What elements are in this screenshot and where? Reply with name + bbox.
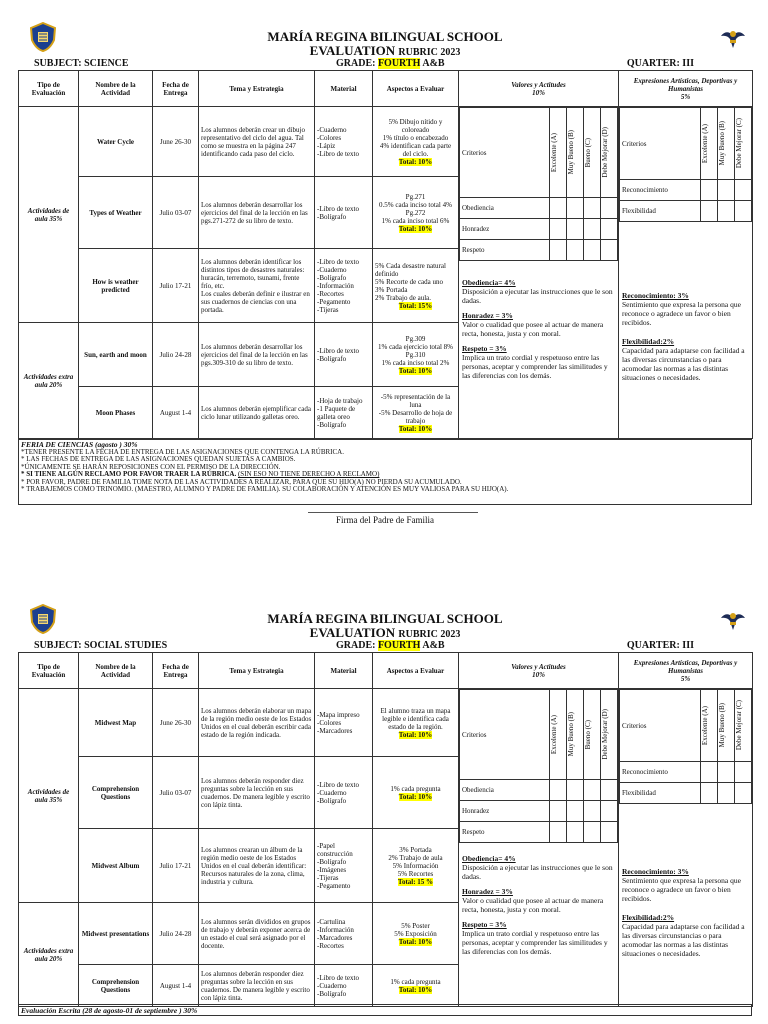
criteria-label: Criterios — [460, 108, 550, 198]
school-name: MARÍA REGINA BILINGUAL SCHOOL — [267, 611, 503, 626]
activity-name: How is weather predicted — [79, 249, 153, 323]
criteria-label: Criterios — [620, 108, 701, 180]
values-definitions: Obediencia= 4% Disposición a ejecutar las instrucciones que le son dadas. Honradez = 3% Valor o cualidad que posee al actuar de manera recta, honesta, justa y con moral. Respeto = 3% Implica un trato cordial y respetuoso entre las personas, aceptar y comprender las similitudes y las diferencias con los demás. — [462, 278, 613, 380]
grade-label: GRADE: FOURTH A&B — [336, 58, 445, 69]
total-badge: Total: 10% — [398, 424, 433, 433]
rating-box[interactable] — [701, 783, 718, 804]
rating-box[interactable] — [601, 198, 618, 219]
criteria-label: Criterios — [460, 690, 550, 780]
obediencia-label: Obediencia — [460, 198, 550, 219]
topic-strategy: Los alumnos deberán responder diez preguntas sobre la lección en sus cuadernos. De manera legible y escrito con lápiz tinta. — [199, 757, 315, 829]
col-header-fecha: Fecha de Entrega — [153, 653, 199, 689]
note-line: * SI TIENE ALGÚN RECLAMO POR FAVOR TRAER LA RÚBRICA. (SIN ESO NO TIENE DERECHO A RECLAMO) — [21, 470, 380, 478]
col-header-nombre: Nombre de la Actividad — [79, 653, 153, 689]
col-header-nombre: Nombre de la Actividad — [79, 71, 153, 107]
flexibilidad-label: Flexibilidad — [620, 783, 701, 804]
topic-strategy: Los alumnos deberán crear un dibujo representativo del ciclo del agua. Tal como se muestra en la página 247 identificando cada paso del ciclo. — [199, 107, 315, 177]
rating-box[interactable] — [550, 822, 567, 843]
due-date: August 1-4 — [153, 387, 199, 439]
respeto-label: Respeto — [460, 240, 550, 261]
aspects: 1% cada pregunta Total: 10% — [373, 965, 459, 1007]
rating-box[interactable] — [567, 780, 584, 801]
tipo-cell: Actividades extra aula 20% — [19, 903, 79, 1007]
due-date: June 26-30 — [153, 689, 199, 757]
note-line: *TENER PRESENTE LA FECHA DE ENTREGA DE LAS ASIGNACIONES QUE CONTENGA LA RÚBRICA. — [21, 447, 344, 456]
note-line: * POR FAVOR, PADRE DE FAMILIA TOME NOTA DE LAS ACTIVIDADES A REALIZAR, PARA QUE SU HIJO(A) NO PIERDA SU ACUMULADO. — [21, 477, 462, 486]
col-header-valores: Valores y Actitudes 10% — [459, 71, 619, 107]
rating-box[interactable] — [601, 240, 618, 261]
activity-name: Midwest Album — [79, 829, 153, 903]
col-header-material: Material — [315, 653, 373, 689]
topic-strategy: Los alumnos deberán identificar los distintos tipos de desastres naturales: huracán, terremoto, tsunami, frente frío, etc. Los cuales deberán definir e ilustrar en sus cuadernos de ciencias con una portada. — [199, 249, 315, 323]
rating-box[interactable] — [550, 240, 567, 261]
honradez-label: Honradez — [460, 219, 550, 240]
col-header-valores: Valores y Actitudes 10% — [459, 653, 619, 689]
parent-signature: Firma del Padre de Familia — [18, 512, 752, 525]
values-panel — [459, 107, 619, 439]
reconocimiento-label: Reconocimiento — [620, 180, 701, 201]
values-definitions: Obediencia= 4% Disposición a ejecutar las instrucciones que le son dadas. Honradez = 3% Valor o cualidad que posee al actuar de manera recta, honesta, justa y con moral. Respeto = 3% Implica un trato cordial y respetuoso entre las personas, aceptar y comprender las similitudes y las diferencias con los demás. — [462, 854, 613, 956]
due-date: Julio 03-07 — [153, 177, 199, 249]
aspects: 1% cada pregunta Total: 10% — [373, 757, 459, 829]
rating-box[interactable] — [550, 801, 567, 822]
science-notes — [18, 439, 752, 505]
quarter-label: QUARTER: III — [626, 640, 694, 651]
due-date: Julio 03-07 — [153, 757, 199, 829]
school-name: MARÍA REGINA BILINGUAL SCHOOL — [267, 29, 503, 44]
total-badge: Total: 10% — [398, 730, 433, 739]
activity-name: Moon Phases — [79, 387, 153, 439]
expressions-grid: Criterios Excelente (A) Muy Bueno (B) Debe Mejorar (C) Reconocimiento Flexibilidad — [619, 689, 752, 804]
col-header-tipo: Tipo de Evaluación — [19, 653, 79, 689]
expressions-definitions: Reconocimiento: 3% Sentimiento que expresa la persona que reconoce o agradece un favor o bien recibidos. Flexibilidad:2% Capacidad para adaptarse con facilidad a las diversas circunstancias o para acomodar las normas a las distintas situaciones o necesidades. — [622, 867, 745, 958]
rating-box[interactable] — [735, 783, 752, 804]
due-date: Julio 24-28 — [153, 323, 199, 387]
obediencia-label: Obediencia — [460, 780, 550, 801]
rating-box[interactable] — [584, 780, 601, 801]
values-grid: Criterios Excelente (A) Muy Bueno (B) Bueno (C) Debe Mejorar (D) Obediencia Honradez Respeto — [459, 107, 618, 261]
evaluation-title: EVALUATION RUBRIC 2023 — [309, 625, 461, 640]
flexibilidad-label: Flexibilidad — [620, 201, 701, 222]
activity-name: Midwest Map — [79, 689, 153, 757]
total-badge: Total: 10% — [398, 792, 433, 801]
expressions-panel — [619, 689, 753, 1007]
rating-box[interactable] — [567, 240, 584, 261]
tipo-cell: Actividades de aula 35% — [19, 107, 79, 323]
total-badge: Total: 10% — [398, 985, 433, 994]
total-badge: Total: 10% — [398, 937, 433, 946]
eagle-emblem-icon — [720, 26, 746, 50]
topic-strategy: Los alumnos deberán elaborar un mapa de la región medio oeste de los Estados Unidos en el cual deberán escribir cada estado de la región indicada. — [199, 689, 315, 757]
rating-box[interactable] — [584, 198, 601, 219]
material-list: -Cartulina -Información -Marcadores -Recortes — [315, 903, 373, 965]
rating-box[interactable] — [584, 801, 601, 822]
total-badge: Total: 15 % — [397, 877, 434, 886]
expressions-grid: Criterios Excelente (A) Muy Bueno (B) Debe Mejorar (C) Reconocimiento Flexibilidad — [619, 107, 752, 222]
rating-box[interactable] — [584, 822, 601, 843]
col-header-aspectos: Aspectos a Evaluar — [373, 71, 459, 107]
grade-label: GRADE: FOURTH A&B — [336, 640, 445, 651]
rating-box[interactable] — [550, 219, 567, 240]
col-header-tema: Tema y Estrategia — [199, 71, 315, 107]
rating-box[interactable] — [601, 219, 618, 240]
due-date: Julio 17-21 — [153, 249, 199, 323]
rating-box[interactable] — [701, 201, 718, 222]
subject-row — [18, 640, 752, 652]
subject-label: SUBJECT: SOCIAL STUDIES — [34, 640, 168, 651]
aspects: 5% Poster 5% Exposición Total: 10% — [373, 903, 459, 965]
note-line: *ÚNICAMENTE SE HARÁN REPOSICIONES CON EL PERMISO DE LA DIRECCIÓN. — [21, 462, 281, 471]
rating-box[interactable] — [550, 780, 567, 801]
aspects: 3% Portada 2% Trabajo de aula 5% Información 5% Recortes Total: 15 % — [373, 829, 459, 903]
respeto-label: Respeto — [460, 822, 550, 843]
evaluation-title: EVALUATION RUBRIC 2023 — [309, 43, 461, 58]
topic-strategy: Los alumnos deberán desarrollar los ejercicios del final de la lección en las pgs.309-310 de su libro de texto. — [199, 323, 315, 387]
col-header-tema: Tema y Estrategia — [199, 653, 315, 689]
col-header-material: Material — [315, 71, 373, 107]
material-list: -Cuaderno -Colores -Lápiz -Libro de texto — [315, 107, 373, 177]
rating-box[interactable] — [718, 783, 735, 804]
material-list: -Libro de texto -Cuaderno -Bolígrafo — [315, 757, 373, 829]
col-header-expresiones: Expresiones Artísticas, Deportivas y Humanistas 5% — [619, 653, 753, 689]
col-header-expresiones: Expresiones Artísticas, Deportivas y Humanistas 5% — [619, 71, 753, 107]
rating-box[interactable] — [735, 201, 752, 222]
rating-box[interactable] — [718, 201, 735, 222]
activity-name: Sun, earth and moon — [79, 323, 153, 387]
aspects: Pg.309 1% cada ejercicio total 8% Pg.310 1% cada inciso total 2% Total: 10% — [373, 323, 459, 387]
rating-box[interactable] — [550, 198, 567, 219]
science-rubric — [18, 29, 752, 525]
total-badge: Total: 15% — [398, 301, 433, 310]
rating-box[interactable] — [601, 801, 618, 822]
topic-strategy: Los alumnos deberán ejemplificar cada ciclo lunar utilizando galletas oreo. — [199, 387, 315, 439]
material-list: -Libro de texto -Bolígrafo — [315, 177, 373, 249]
science-table — [18, 70, 753, 439]
social-rubric — [18, 611, 752, 1015]
aspects: Pg.271 0.5% cada inciso total 4% Pg.272 1% cada inciso total 6% Total: 10% — [373, 177, 459, 249]
honradez-label: Honradez — [460, 801, 550, 822]
material-list: -Libro de texto -Cuaderno -Bolígrafo — [315, 965, 373, 1007]
tipo-cell: Actividades extra aula 20% — [19, 323, 79, 439]
written-evaluation-line: Evaluación Escrita (28 de agosto-01 de septiembre ) 30% — [18, 1004, 752, 1016]
rating-box[interactable] — [567, 219, 584, 240]
rating-box[interactable] — [567, 198, 584, 219]
topic-strategy: Los alumnos deberán responder diez preguntas sobre la lección en sus cuadernos. De manera legible y escrito con lápiz tinta. — [199, 965, 315, 1007]
col-header-aspectos: Aspectos a Evaluar — [373, 653, 459, 689]
values-grid: Criterios Excelente (A) Muy Bueno (B) Bueno (C) Debe Mejorar (D) Obediencia Honradez Respeto — [459, 689, 618, 843]
material-list: -Libro de texto -Bolígrafo — [315, 323, 373, 387]
due-date: August 1-4 — [153, 965, 199, 1007]
rating-box[interactable] — [601, 822, 618, 843]
rating-box[interactable] — [584, 240, 601, 261]
rating-box[interactable] — [718, 180, 735, 201]
total-badge: Total: 10% — [398, 366, 433, 375]
tipo-cell: Actividades de aula 35% — [19, 689, 79, 903]
due-date: June 26-30 — [153, 107, 199, 177]
activity-name: Water Cycle — [79, 107, 153, 177]
rating-box[interactable] — [567, 822, 584, 843]
topic-strategy: Los alumnos serán divididos en grupos de trabajo y deberán exponer acerca de un estado el cual será asignado por el docente. — [199, 903, 315, 965]
aspects: El alumno traza un mapa legible e identifica cada estado de la región. Total: 10% — [373, 689, 459, 757]
rating-box[interactable] — [601, 780, 618, 801]
note-line: * LAS FECHAS DE ENTREGA DE LAS ASIGNACIONES QUEDAN SUJETAS A CAMBIOS. — [21, 455, 296, 463]
material-list: -Libro de texto -Cuaderno -Bolígrafo -Información -Recortes -Pegamento -Tijeras — [315, 249, 373, 323]
col-header-fecha: Fecha de Entrega — [153, 71, 199, 107]
rating-box[interactable] — [701, 180, 718, 201]
feria-line: FERIA DE CIENCIAS (agosto ) 30% — [21, 440, 138, 449]
table-row — [19, 107, 753, 177]
due-date: Julio 24-28 — [153, 903, 199, 965]
total-badge: Total: 10% — [398, 157, 433, 166]
activity-name: Comprehension Questions — [79, 757, 153, 829]
activity-name: Comprehension Questions — [79, 965, 153, 1007]
material-list: -Hoja de trabajo -1 Paquete de galleta oreo -Bolígrafo — [315, 387, 373, 439]
social-table — [18, 652, 753, 1007]
note-line: * TRABAJEMOS COMO TRINOMIO. (MAESTRO, ALUMNO Y PADRE DE FAMILIA). SU COLABORACIÓN Y ATENCIÓN ES MUY VALIOSA PARA SU HIJO(A). — [21, 485, 509, 493]
reconocimiento-label: Reconocimiento — [620, 762, 701, 783]
due-date: Julio 17-21 — [153, 829, 199, 903]
values-panel — [459, 689, 619, 1007]
aspects: 5% Dibujo nítido y coloreado 1% título o encabezado 4% identifican cada parte del ciclo. Total: 10% — [373, 107, 459, 177]
expressions-definitions: Reconocimiento: 3% Sentimiento que expresa la persona que reconoce o agradece un favor o bien recibidos. Flexibilidad:2% Capacidad para adaptarse con facilidad a las diversas circunstancias o para acomodar las normas a las distintas situaciones o necesidades. — [622, 291, 745, 382]
total-badge: Total: 10% — [398, 224, 433, 233]
rating-box[interactable] — [718, 762, 735, 783]
aspects: 5% Cada desastre natural definido 5% Recorte de cada uno 3% Portada 2% Trabajo de aula. Total: 15% — [373, 249, 459, 323]
criteria-label: Criterios — [620, 690, 701, 762]
topic-strategy: Los alumnos crearan un álbum de la región medio oeste de los Estados Unidos en el cual deberán identificar: Recursos naturales de la zona, clima, industria y cultura. — [199, 829, 315, 903]
rating-box[interactable] — [567, 801, 584, 822]
col-header-tipo: Tipo de Evaluación — [19, 71, 79, 107]
topic-strategy: Los alumnos deberán desarrollar los ejercicios del final de la lección en las pgs.271-272 de su libro de texto. — [199, 177, 315, 249]
activity-name: Midwest presentations — [79, 903, 153, 965]
subject-row — [18, 58, 752, 70]
rating-box[interactable] — [584, 219, 601, 240]
subject-label: SUBJECT: SCIENCE — [34, 58, 129, 69]
quarter-label: QUARTER: III — [626, 58, 694, 69]
rating-box[interactable] — [735, 180, 752, 201]
rating-box[interactable] — [735, 762, 752, 783]
eagle-emblem-icon — [720, 608, 746, 632]
activity-name: Types of Weather — [79, 177, 153, 249]
aspects: -5% representación de la luna -5% Desarrollo de hoja de trabajo Total: 10% — [373, 387, 459, 439]
expressions-panel — [619, 107, 753, 439]
material-list: -Papel construcción -Bolígrafo -Imágenes -Tijeras -Pegamento — [315, 829, 373, 903]
rating-box[interactable] — [701, 762, 718, 783]
material-list: -Mapa impreso -Colores -Marcadores — [315, 689, 373, 757]
table-row — [19, 689, 753, 757]
